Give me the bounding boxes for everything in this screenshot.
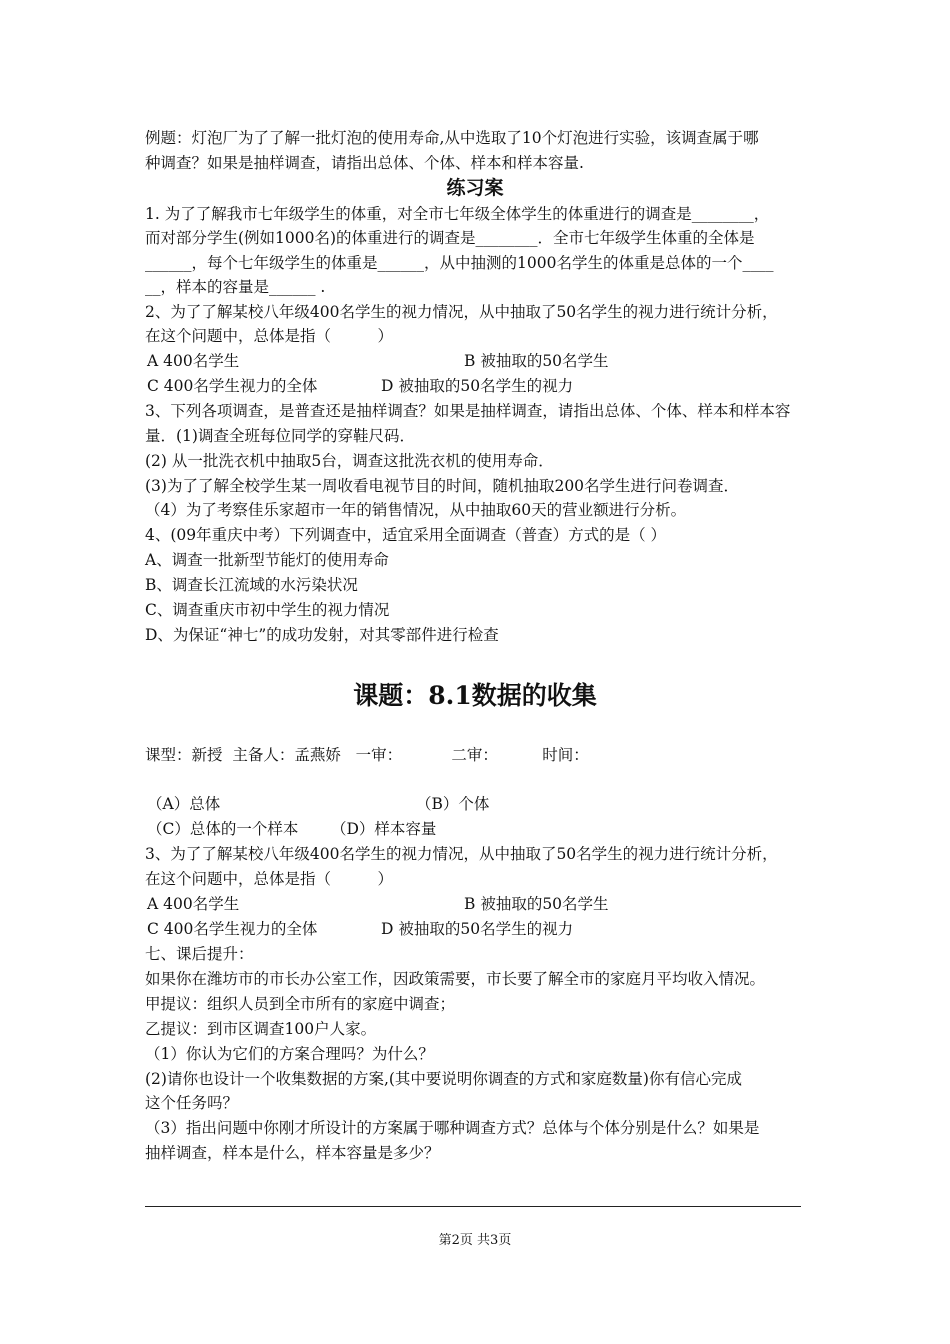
q2-option-b: B 被抽取的50名学生 [464,352,609,370]
q1-line-1: 1. 为了了解我市七年级学生的体重，对全市七年级全体学生的体重进行的调查是________， [145,205,770,223]
section7-line-8: 抽样调查，样本是什么，样本容量是多少？ [145,1144,440,1162]
section7-line-3: 乙提议：到市区调查100户人家。 [145,1020,377,1038]
q3-line-4: (3)为了了解全校学生某一周收看电视节目的时间，随机抽取200名学生进行问卷调查． [145,477,740,495]
options-a: （A）总体 [147,795,221,813]
q3b-line-2: 在这个问题中，总体是指（ ） [145,870,394,888]
q2-line-2: 在这个问题中，总体是指（ ） [145,327,394,345]
q3b-option-a: A 400名学生 [147,895,240,913]
section7-line-6: 这个任务吗？ [145,1094,239,1112]
section7-line-4: （1）你认为它们的方案合理吗？为什么？ [145,1045,434,1063]
options-b: （B）个体 [416,795,490,813]
footer-divider [145,1206,801,1207]
q3-line-2: 量．(1)调查全班每位同学的穿鞋尺码． [145,427,415,445]
lesson-title: 课题：8.1数据的收集 [353,681,597,710]
q1-line-3: ______，每个七年级学生的体重是______，从中抽测的1000名学生的体重是总体的一个____ [145,254,774,272]
q4-option-a: A、调查一批新型节能灯的使用寿命 [145,551,389,569]
q3-line-1: 3、下列各项调查，是普查还是抽样调查？如果是抽样调查，请指出总体、个体、样本和样本容 [145,402,791,420]
lesson-meta: 课型：新授 主备人：孟燕娇 一审： 二审： 时间： [145,746,589,764]
q2-option-a: A 400名学生 [147,352,240,370]
q3b-line-1: 3、为了了解某校八年级400名学生的视力情况，从中抽取了50名学生的视力进行统计分析， [145,845,778,863]
q2-option-c: C 400名学生视力的全体 [147,377,318,395]
practice-heading: 练习案 [446,177,504,199]
q4-option-d: D、为保证“神七”的成功发射，对其零部件进行检查 [145,626,499,644]
q4-line-1: 4、(09年重庆中考）下列调查中，适宜采用全面调查（普查）方式的是（ ） [145,526,667,544]
example-line-2: 种调查？如果是抽样调查，请指出总体、个体、样本和样本容量. [145,154,584,172]
q3-line-3: (2) 从一批洗衣机中抽取5台，调查这批洗衣机的使用寿命． [145,452,554,470]
section7-line-2: 甲提议：组织人员到全市所有的家庭中调查； [145,995,456,1013]
q3b-option-b: B 被抽取的50名学生 [464,895,609,913]
q3b-option-d: D 被抽取的50名学生的视力 [381,920,574,938]
q4-option-c: C、调查重庆市初中学生的视力情况 [145,601,390,619]
page-number: 第2页 共3页 [438,1233,512,1248]
section7-line-7: （3）指出问题中你刚才所设计的方案属于哪种调查方式？总体与个体分别是什么？如果是 [145,1119,760,1137]
q2-option-d: D 被抽取的50名学生的视力 [381,377,574,395]
q4-option-b: B、调查长江流域的水污染状况 [145,576,358,594]
section7-line-1: 如果你在潍坊市的市长办公室工作，因政策需要，市长要了解全市的家庭月平均收入情况。 [145,970,766,988]
section7-heading: 七、课后提升： [145,945,254,963]
q3b-option-c: C 400名学生视力的全体 [147,920,318,938]
q1-line-4: __，样本的容量是______ . [145,278,326,296]
q1-line-2: 而对部分学生(例如1000名)的体重进行的调查是________．全市七年级学生体重的全体是 [145,229,755,247]
options-d: （D）样本容量 [331,820,437,838]
q3-line-5: （4）为了考察佳乐家超市一年的销售情况，从中抽取60天的营业额进行分析。 [145,501,687,519]
section7-line-5: (2)请你也设计一个收集数据的方案,(其中要说明你调查的方式和家庭数量)你有信心完成 [145,1070,742,1088]
q2-line-1: 2、为了了解某校八年级400名学生的视力情况，从中抽取了50名学生的视力进行统计分析， [145,303,778,321]
options-c: （C）总体的一个样本 [147,820,299,838]
example-line-1: 例题：灯泡厂为了了解一批灯泡的使用寿命,从中选取了10个灯泡进行实验，该调查属于哪 [145,129,759,147]
